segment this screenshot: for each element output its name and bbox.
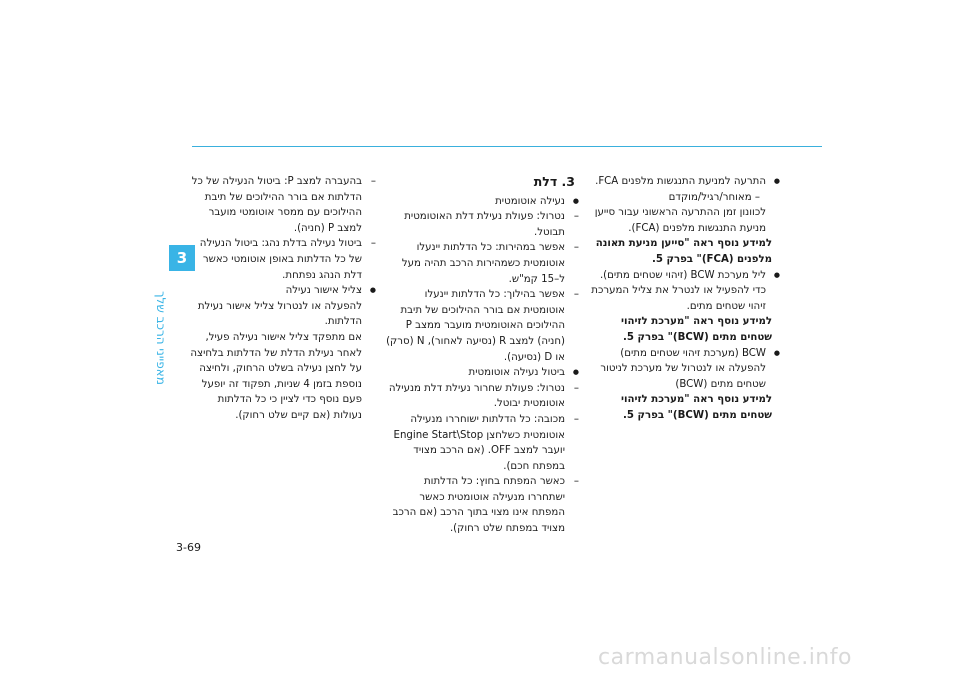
bullet-item: ● ביטול נעילה אוטומטית xyxy=(385,365,579,381)
dash-item: – מכובה: כל הדלתות ישוחררו מנעילה אוטומטית כשלחצן Engine Start\Stop יועבר למצב OFF. (אם הרכב מצויד במפתח חכם). xyxy=(385,412,579,474)
chapter-side-label xyxy=(151,279,168,399)
chapter-number-badge: 3 xyxy=(169,245,195,271)
bullet-item: ● נעילה אוטומטית xyxy=(385,194,579,210)
dash-item: – ביטול נעילה בדלת נהג: ביטול הנעילה של כל הדלתות באופן אוטומטי כאשר דלת הנהג נפתחת. xyxy=(190,236,376,283)
text-line: לכוונון זמן ההתרעה הראשוני עבור סייען xyxy=(594,207,766,219)
watermark-text: carmanualsonline.info xyxy=(598,645,852,670)
middle-column xyxy=(385,174,579,537)
top-divider xyxy=(192,146,822,147)
dash-item: – אפשר בהילוך: כל הדלתות יינעלו אוטומטית אם בורר ההילוכים של תיבת ההילוכים האוטומטית מועבר ממצב P (חניה) למצב R (נסיעה לאחור), N (סרק) או D (נסיעה). xyxy=(385,287,579,365)
dash-item: – נטרול: פעולת נעילת דלת האוטומטית תבוטל. xyxy=(385,209,579,240)
dash-item: – אפשר במהירות: כל הדלתות יינעלו אוטומטית כשמהירות הרכב תהיה מעל ל–15 קמ"ש. xyxy=(385,240,579,287)
bullet-item: ● BCW (מערכת זיהוי שטחים מתים) xyxy=(588,346,780,362)
right-column xyxy=(588,174,780,424)
dash-item: – נטרול: פעולת שחרור נעילת דלת מנעילה אוטומטית יבוטל. xyxy=(385,381,579,412)
left-column xyxy=(190,174,376,424)
dash-item: – בהעברה למצב P: ביטול הנעילה של כל הדלתות אם בורר ההילוכים של תיבת ההילוכים עם ממסר אוטומטי מועבר למצב P (חניה). xyxy=(190,174,376,236)
text-line: להפעלה או לנטרול צליל אישור נעילת הדלתות. xyxy=(197,300,362,328)
section-title-door: 3. דלת xyxy=(533,174,575,189)
text-line: – מאוחר/רגיל/מוקדם xyxy=(668,191,760,203)
bullet-item: ● צליל אישור נעילה xyxy=(190,283,376,299)
text-line: אם מתפקד צליל אישור נעילה פעיל, לאחר נעילת הדלת של הדלתות בלחיצה על לחצן נעילה בשלט הרחוק, ולחיצה נוספת בזמן 4 שניות, תפקוד זה יופעל פעם נוסף כדי לציין כי כל הדלתות נעולות (אם קיים שלט רחוק). xyxy=(190,331,362,421)
dash-item: – כאשר המפתח בחוץ: כל הדלתות ישתחררו מנעילה אוטומטית כאשר המפתח אינו מצוי בתוך הרכב (אם הרכב מצויד במפתח שלט רחוק). xyxy=(385,474,579,536)
text-line: כדי להפעיל או לנטרל את צליל המערכת זיהוי שטחים מתים. xyxy=(591,285,766,312)
door-settings-list xyxy=(385,194,579,537)
text-line: להפעלה או לנטרול של מערכת לניטור שטחים מתים (BCW) xyxy=(600,363,766,390)
bullet-item: ● ליל מערכת BCW (זיהוי שטחים מתים). xyxy=(588,268,780,284)
reference-note: למידע נוסף ראה "מערכת לזיהוי שטחים מתים (BCW)" בפרק 5. xyxy=(620,394,772,421)
text-line: מניעת התנגשות מלפנים (FCA). xyxy=(628,222,766,234)
reference-note: למידע נוסף ראה "מערכת לזיהוי שטחים מתים (BCW)" בפרק 5. xyxy=(620,316,772,343)
bullet-item: ● התרעה למניעת התנגשות מלפנים FCA. xyxy=(588,174,780,190)
page-number: 3-69 xyxy=(176,541,201,554)
chapter-title: מאפייני הרכב שלך xyxy=(154,291,168,385)
reference-note: למידע נוסף ראה "סייען מניעת תאונה מלפנים (FCA)" בפרק 5. xyxy=(595,238,772,265)
